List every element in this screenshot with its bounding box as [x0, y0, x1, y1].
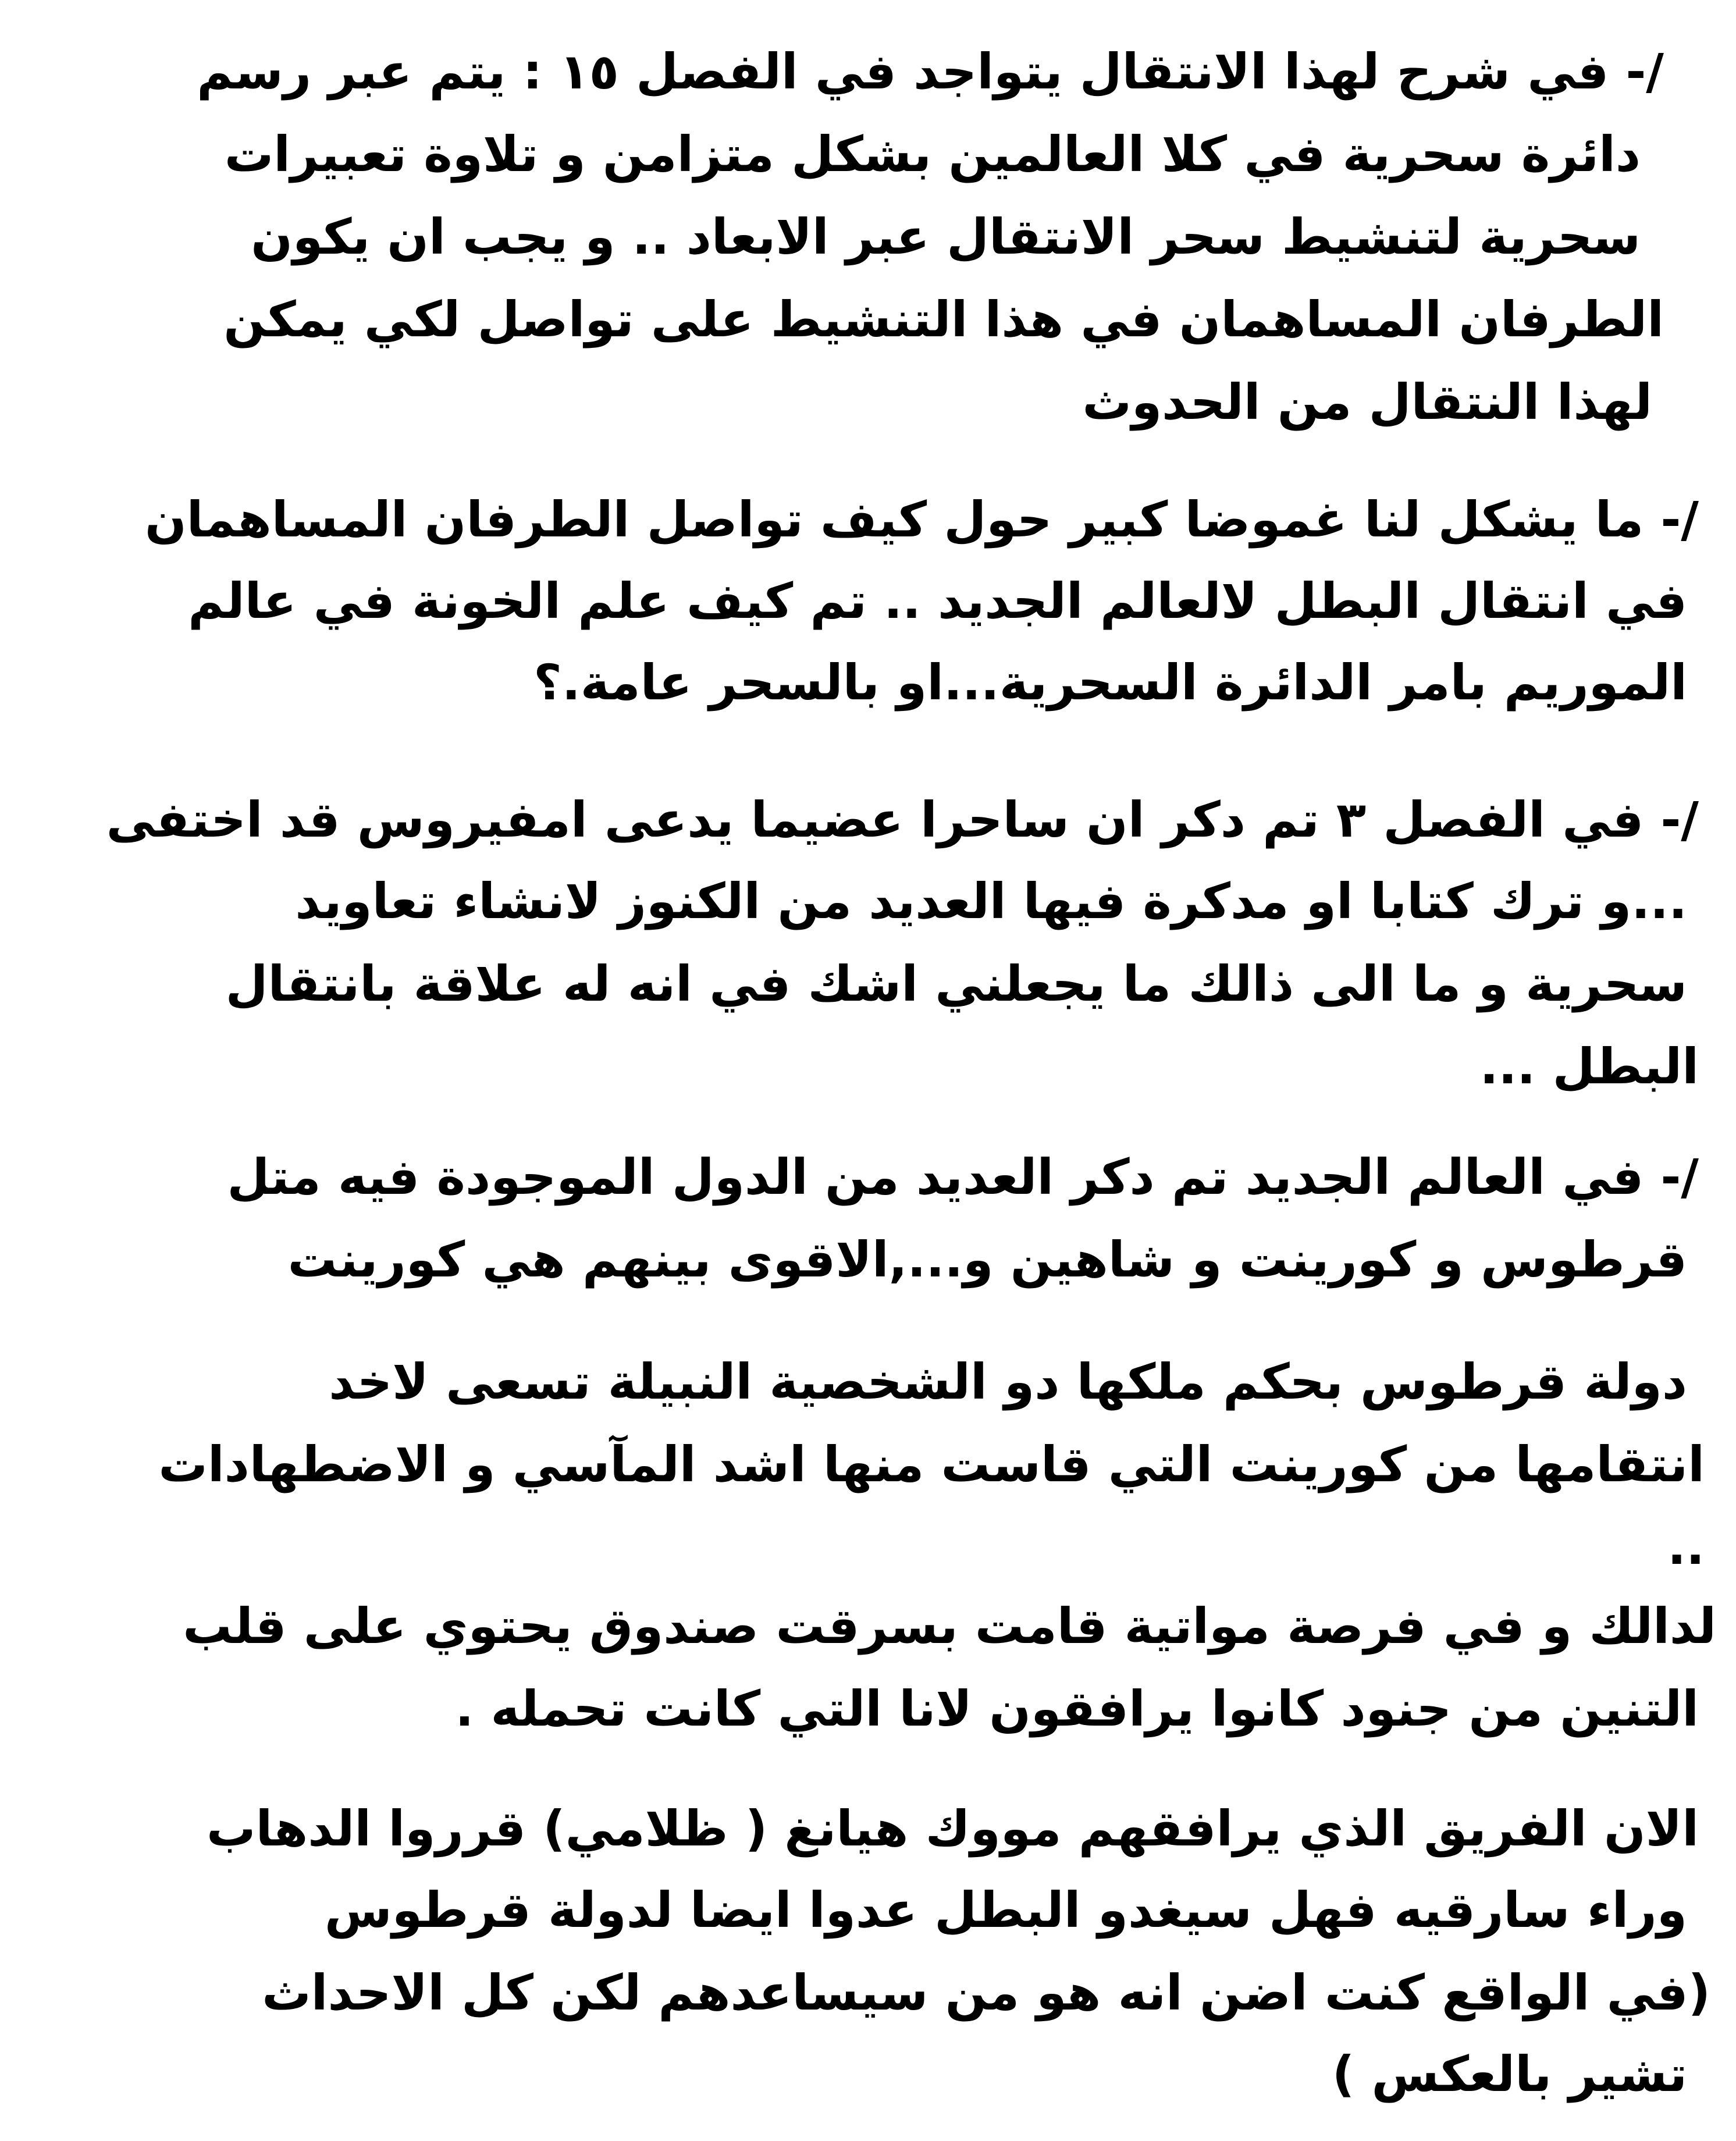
text-line: /- ما يشكل لنا غموضا كبير حول كيف تواصل الطرفان المساهمان [144, 491, 1699, 548]
text-line: ...و ترك كتابا او مدكرة فيها العديد من الكنوز لانشاء تعاويد [295, 873, 1687, 930]
text-line: البطل ... [1479, 1038, 1699, 1095]
text-line: الطرفان المساهمان في هذا التنشيط على تواصل لكي يمكن [223, 291, 1664, 348]
text-line: دولة قرطوس بحكم ملكها دو الشخصية النبيلة تسعى لاخد [329, 1353, 1687, 1410]
text-line: قرطوس و كورينت و شاهين و...,الاقوى بينهم هي كورينت [287, 1231, 1687, 1288]
text-line: الموريم بامر الدائرة السحرية...او بالسحر عامة.؟ [533, 654, 1687, 711]
text-line: انتقامها من كورينت التي قاست منها اشد المآسي و الاضطهادات [158, 1436, 1705, 1493]
text-line: في انتقال البطل لالعالم الجديد .. تم كيف علم الخونة في عالم [188, 572, 1687, 630]
text-line: /- في العالم الجديد تم دكر العديد من الدول الموجودة فيه متل [227, 1148, 1699, 1205]
text-line: وراء سارقيه فهل سيغدو البطل عدوا ايضا لدولة قرطوس [324, 1882, 1687, 1939]
text-line: الان الفريق الذي يرافقهم مووك هيانغ ( ظلامي) قرروا الدهاب [207, 1800, 1699, 1857]
text-line: .. [1667, 1518, 1705, 1575]
text-line: سحرية لتنشيط سحر الانتقال عبر الابعاد .. و يجب ان يكون [251, 208, 1641, 265]
text-line: لهذا النتقال من الحدوث [1082, 374, 1652, 431]
text-line: /- في الفصل ٣ تم دكر ان ساحرا عضيما يدعى امفيروس قد اختفى [106, 791, 1699, 848]
text-line: لدالك و في فرصة مواتية قامت بسرقت صندوق يحتوي على قلب [183, 1598, 1716, 1655]
text-line: تشير بالعكس ) [1332, 2046, 1687, 2103]
text-line: التنين من جنود كانوا يرافقون لانا التي كانت تحمله . [455, 1680, 1699, 1737]
text-line: دائرة سحرية في كلا العالمين بشكل متزامن و تلاوة تعبيرات [224, 126, 1641, 183]
text-line: (في الواقع كنت اضن انه هو من سيساعدهم لكن كل الاحداث [262, 1964, 1710, 2021]
text-line: سحرية و ما الى ذالك ما يجعلني اشك في انه له علاقة بانتقال [225, 955, 1687, 1012]
text-line: /- في شرح لهذا الانتقال يتواجد في الفصل ١٥ : يتم عبر رسم [197, 43, 1664, 100]
